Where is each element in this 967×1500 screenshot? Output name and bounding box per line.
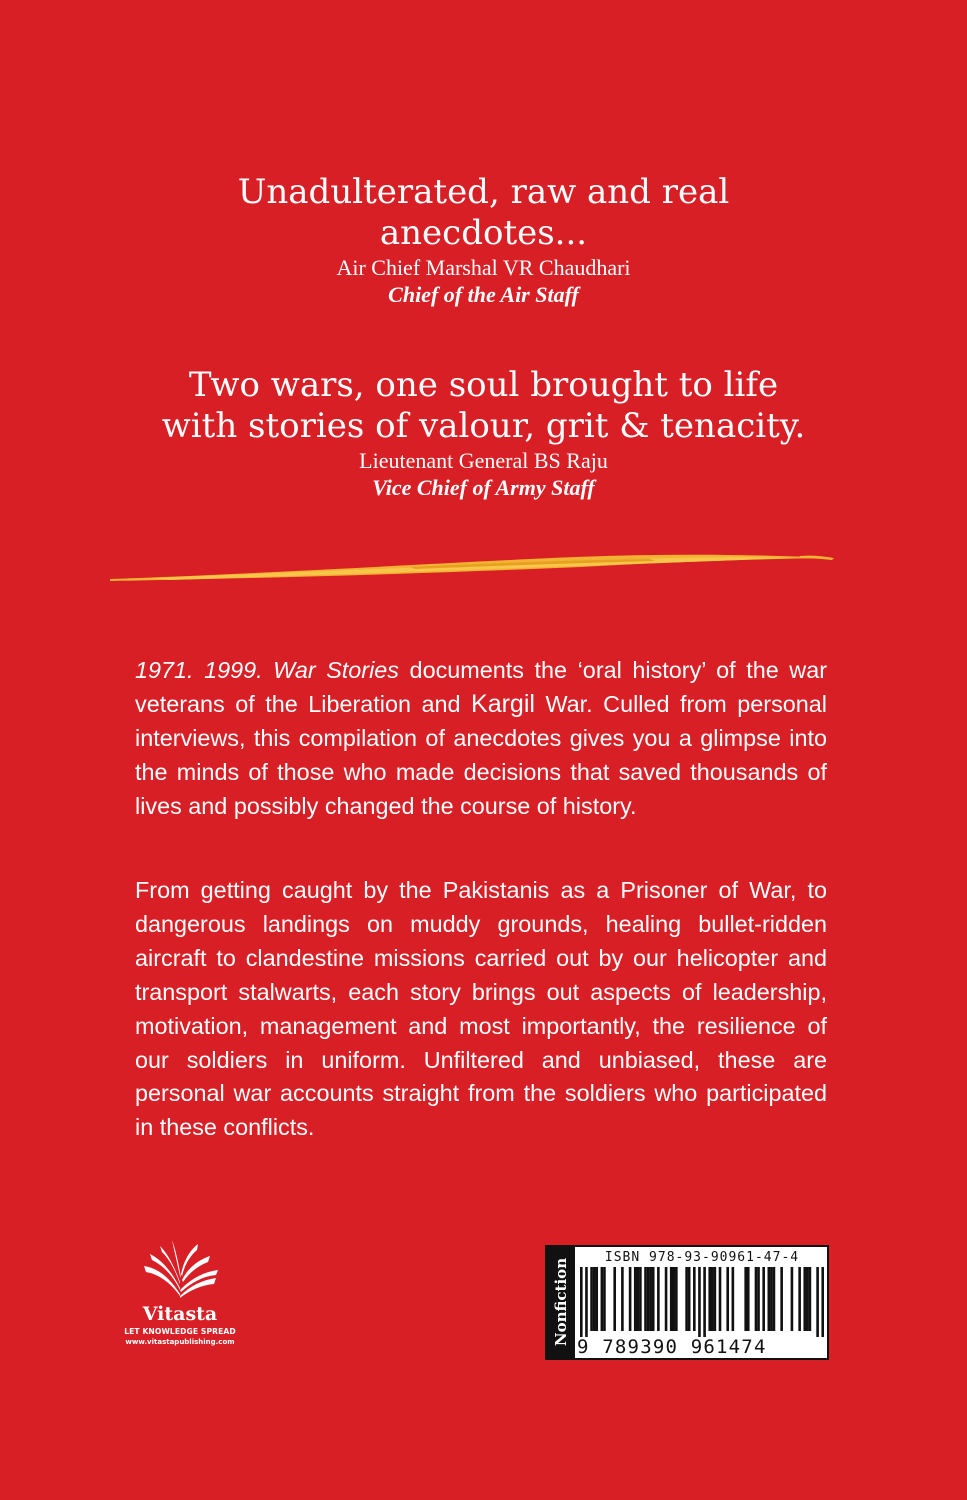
barcode-bar (791, 1267, 794, 1331)
barcode-bar (613, 1267, 616, 1331)
barcode-bar (809, 1267, 812, 1331)
publisher-name: Vitasta (142, 1303, 218, 1325)
barcode-bar (585, 1267, 588, 1337)
barcode-bar (675, 1267, 678, 1331)
barcode-bar (757, 1267, 760, 1331)
quote-text-line1: Two wars, one soul brought to life (188, 365, 779, 405)
quote-raju (0, 365, 967, 501)
description-paragraph-1 (135, 654, 827, 824)
book-title-italic: 1971. 1999. War Stories (135, 657, 399, 683)
barcode-bar (780, 1267, 783, 1331)
publisher-logo (110, 1238, 250, 1347)
quote-text-line1: Unadulterated, raw and real (237, 172, 730, 212)
barcode-bar (629, 1267, 632, 1331)
barcode-bar (762, 1267, 765, 1331)
publisher-website: www.vitastapublishing.com (125, 1338, 235, 1346)
brush-stroke-divider (110, 545, 835, 590)
barcode-bar (621, 1267, 624, 1331)
barcode-bar (803, 1267, 806, 1331)
description-text-b: War. Culled from personal interviews, this compilation of anecdotes gives you a glimpse into the minds of those who made decisions that saved thousands of lives and possibly changed the course of history. (135, 690, 828, 819)
barcode-bar (665, 1267, 668, 1331)
barcode-bar (693, 1267, 696, 1331)
barcode-bar (590, 1267, 593, 1331)
barcode-bar (744, 1267, 747, 1331)
barcode-bar (601, 1267, 604, 1331)
barcode-bar (649, 1267, 652, 1331)
barcode-bar (798, 1267, 801, 1331)
kargil-word: Kargil (471, 689, 535, 718)
genre-label: Nonfiction (552, 1257, 570, 1347)
quote-role: Chief of the Air Staff (388, 282, 579, 307)
isbn-label: ISBN 978-93-90961-47-4 (604, 1250, 800, 1265)
barcode-bar (603, 1267, 606, 1331)
barcode-bar (698, 1267, 701, 1337)
quote-role: Vice Chief of Army Staff (372, 475, 595, 500)
description-text-a: documents the ‘oral history’ of the war veterans of the Liberation and (135, 657, 827, 717)
barcode-bar (755, 1267, 758, 1331)
barcode-digits: 9 789390 961474 (577, 1336, 767, 1358)
barcode-bar (747, 1267, 750, 1331)
barcode-bar (821, 1267, 824, 1337)
barcode-bar (595, 1267, 598, 1331)
barcode-bar (657, 1267, 660, 1331)
barcode-bar (593, 1267, 596, 1331)
barcode-bar (773, 1267, 776, 1331)
barcode-bar (703, 1267, 706, 1337)
isbn-barcode-box (545, 1245, 829, 1360)
barcode-bar (714, 1267, 717, 1331)
barcode-bar (637, 1267, 640, 1331)
publisher-tagline: LET KNOWLEDGE SPREAD (124, 1327, 236, 1336)
barcode-bars (580, 1267, 824, 1337)
barcode-bar (634, 1267, 637, 1331)
description-paragraph-2: From getting caught by the Pakistanis as a Prisoner of War, to dangerous landings on muddy grounds, healing bullet-ridden aircraft to clandestine missions carried out by our helicopter and transport stalwarts, each story brings out aspects of leadership, motivation, management and most importantly, the resilience of our soldiers in uniform. Unfiltered and unbiased, these are personal war accounts straight from the soldiers who participated in these conflicts. (135, 877, 827, 1141)
barcode-bar (732, 1267, 735, 1331)
barcode-bar (770, 1267, 773, 1331)
barcode-bar (806, 1267, 809, 1331)
barcode-bar (719, 1267, 722, 1331)
barcode-bar (688, 1267, 691, 1331)
quote-chaudhari (0, 172, 967, 308)
barcode-bar (708, 1267, 711, 1331)
barcode-bar (711, 1267, 714, 1331)
barcode-bar (644, 1267, 647, 1331)
barcode-bar (652, 1267, 655, 1331)
quote-text-line2: with stories of valour, grit & tenacity. (161, 406, 806, 446)
barcode-bar (647, 1267, 650, 1331)
open-book-logo-icon (140, 1238, 220, 1300)
barcode-bar (670, 1267, 673, 1331)
barcode-bar (639, 1267, 642, 1331)
barcode-bar (767, 1267, 770, 1331)
barcode-bar (816, 1267, 819, 1337)
barcode-bar (726, 1267, 729, 1331)
quote-text-line2: anecdotes... (379, 213, 588, 253)
genre-strip (547, 1247, 575, 1358)
quote-author: Lieutenant General BS Raju (359, 448, 608, 473)
barcode-bar (580, 1267, 583, 1337)
barcode-bar (672, 1267, 675, 1331)
barcode-bar (685, 1267, 688, 1331)
quote-author: Air Chief Marshal VR Chaudhari (336, 255, 631, 280)
